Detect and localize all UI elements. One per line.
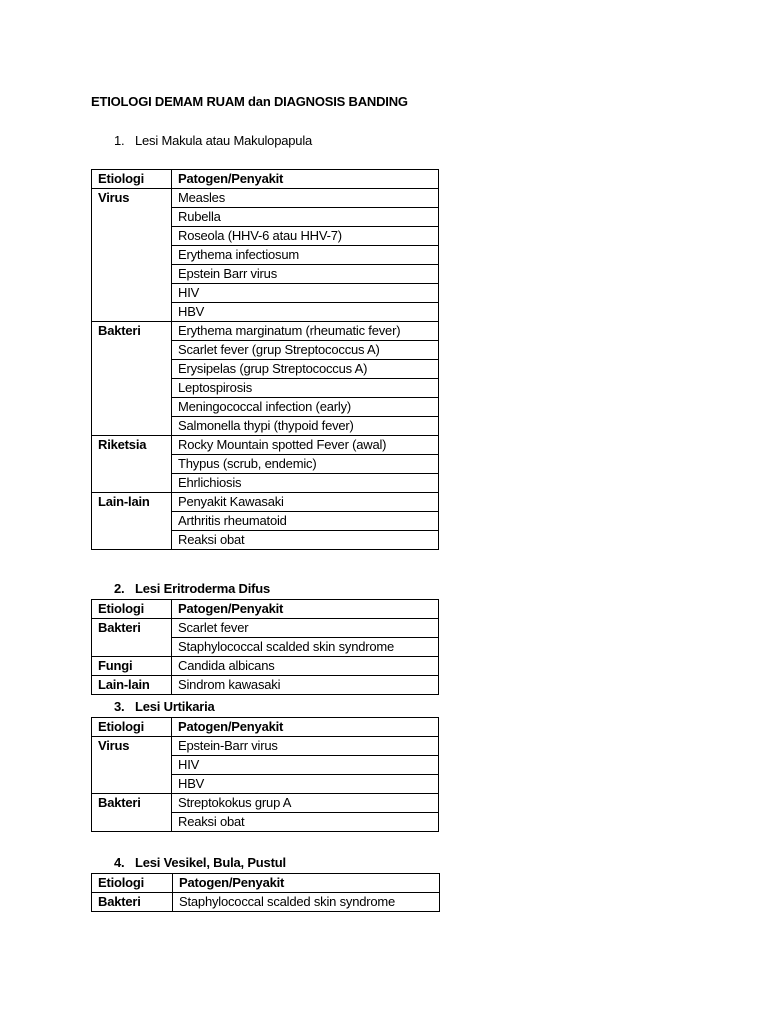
patogen-cell: Candida albicans (172, 657, 439, 676)
patogen-cell: Scarlet fever (grup Streptococcus A) (172, 341, 439, 360)
table-header-row (92, 874, 440, 893)
page-title: ETIOLOGI DEMAM RUAM dan DIAGNOSIS BANDING (91, 94, 408, 109)
patogen-cell: Meningococcal infection (early) (172, 398, 439, 417)
etiologi-cell: Bakteri (92, 893, 173, 912)
patogen-cell: Staphylococcal scalded skin syndrome (172, 638, 439, 657)
patogen-cell: Erythema marginatum (rheumatic fever) (172, 322, 439, 341)
etiology-table-vesikel (91, 873, 440, 912)
patogen-cell: HBV (172, 303, 439, 322)
etiologi-cell: Fungi (92, 657, 172, 676)
patogen-cell: Penyakit Kawasaki (172, 493, 439, 512)
patogen-cell: Erysipelas (grup Streptococcus A) (172, 360, 439, 379)
column-header-patogen: Patogen/Penyakit (172, 600, 439, 619)
patogen-cell: Sindrom kawasaki (172, 676, 439, 695)
table-header-row (92, 170, 439, 189)
column-header-etiologi: Etiologi (92, 874, 173, 893)
patogen-cell: Reaksi obat (172, 531, 439, 550)
patogen-cell: Rubella (172, 208, 439, 227)
etiologi-cell: Lain-lain (92, 493, 172, 550)
etiologi-cell: Bakteri (92, 322, 172, 436)
table-row (92, 189, 439, 208)
patogen-cell: Thypus (scrub, endemic) (172, 455, 439, 474)
table-header-row (92, 600, 439, 619)
etiologi-cell: Riketsia (92, 436, 172, 493)
patogen-cell: Arthritis rheumatoid (172, 512, 439, 531)
table-row (92, 893, 440, 912)
section-number: 3. (114, 699, 125, 714)
etiologi-cell: Bakteri (92, 794, 172, 832)
patogen-cell: Measles (172, 189, 439, 208)
table-row (92, 657, 439, 676)
table-row (92, 493, 439, 512)
table-row (92, 619, 439, 638)
section-title: Lesi Eritroderma Difus (135, 581, 271, 596)
section-title: Lesi Makula atau Makulopapula (135, 133, 313, 148)
patogen-cell: Rocky Mountain spotted Fever (awal) (172, 436, 439, 455)
etiologi-cell: Virus (92, 189, 172, 322)
patogen-cell: HIV (172, 284, 439, 303)
section-title: Lesi Urtikaria (135, 699, 215, 714)
etiology-table-macula (91, 169, 439, 550)
patogen-cell: HIV (172, 756, 439, 775)
etiologi-cell: Lain-lain (92, 676, 172, 695)
patogen-cell: Streptokokus grup A (172, 794, 439, 813)
table-row (92, 322, 439, 341)
section-heading-2 (114, 581, 270, 596)
column-header-patogen: Patogen/Penyakit (172, 718, 439, 737)
section-number: 2. (114, 581, 125, 596)
patogen-cell: Leptospirosis (172, 379, 439, 398)
table-row (92, 436, 439, 455)
column-header-patogen: Patogen/Penyakit (173, 874, 440, 893)
table-header-row (92, 718, 439, 737)
column-header-etiologi: Etiologi (92, 600, 172, 619)
section-number: 4. (114, 855, 125, 870)
column-header-patogen: Patogen/Penyakit (172, 170, 439, 189)
section-heading-4 (114, 855, 286, 870)
section-heading-1 (114, 133, 312, 148)
table-row (92, 794, 439, 813)
etiologi-cell: Bakteri (92, 619, 172, 657)
patogen-cell: Epstein Barr virus (172, 265, 439, 284)
patogen-cell: Reaksi obat (172, 813, 439, 832)
section-number: 1. (114, 133, 125, 148)
table-row (92, 676, 439, 695)
etiology-table-eritroderma (91, 599, 439, 695)
patogen-cell: HBV (172, 775, 439, 794)
patogen-cell: Ehrlichiosis (172, 474, 439, 493)
column-header-etiologi: Etiologi (92, 718, 172, 737)
patogen-cell: Roseola (HHV-6 atau HHV-7) (172, 227, 439, 246)
patogen-cell: Erythema infectiosum (172, 246, 439, 265)
patogen-cell: Epstein-Barr virus (172, 737, 439, 756)
section-heading-3 (114, 699, 215, 714)
section-title: Lesi Vesikel, Bula, Pustul (135, 855, 286, 870)
etiology-table-urtikaria (91, 717, 439, 832)
patogen-cell: Staphylococcal scalded skin syndrome (173, 893, 440, 912)
etiologi-cell: Virus (92, 737, 172, 794)
patogen-cell: Scarlet fever (172, 619, 439, 638)
table-row (92, 737, 439, 756)
column-header-etiologi: Etiologi (92, 170, 172, 189)
patogen-cell: Salmonella thypi (thypoid fever) (172, 417, 439, 436)
